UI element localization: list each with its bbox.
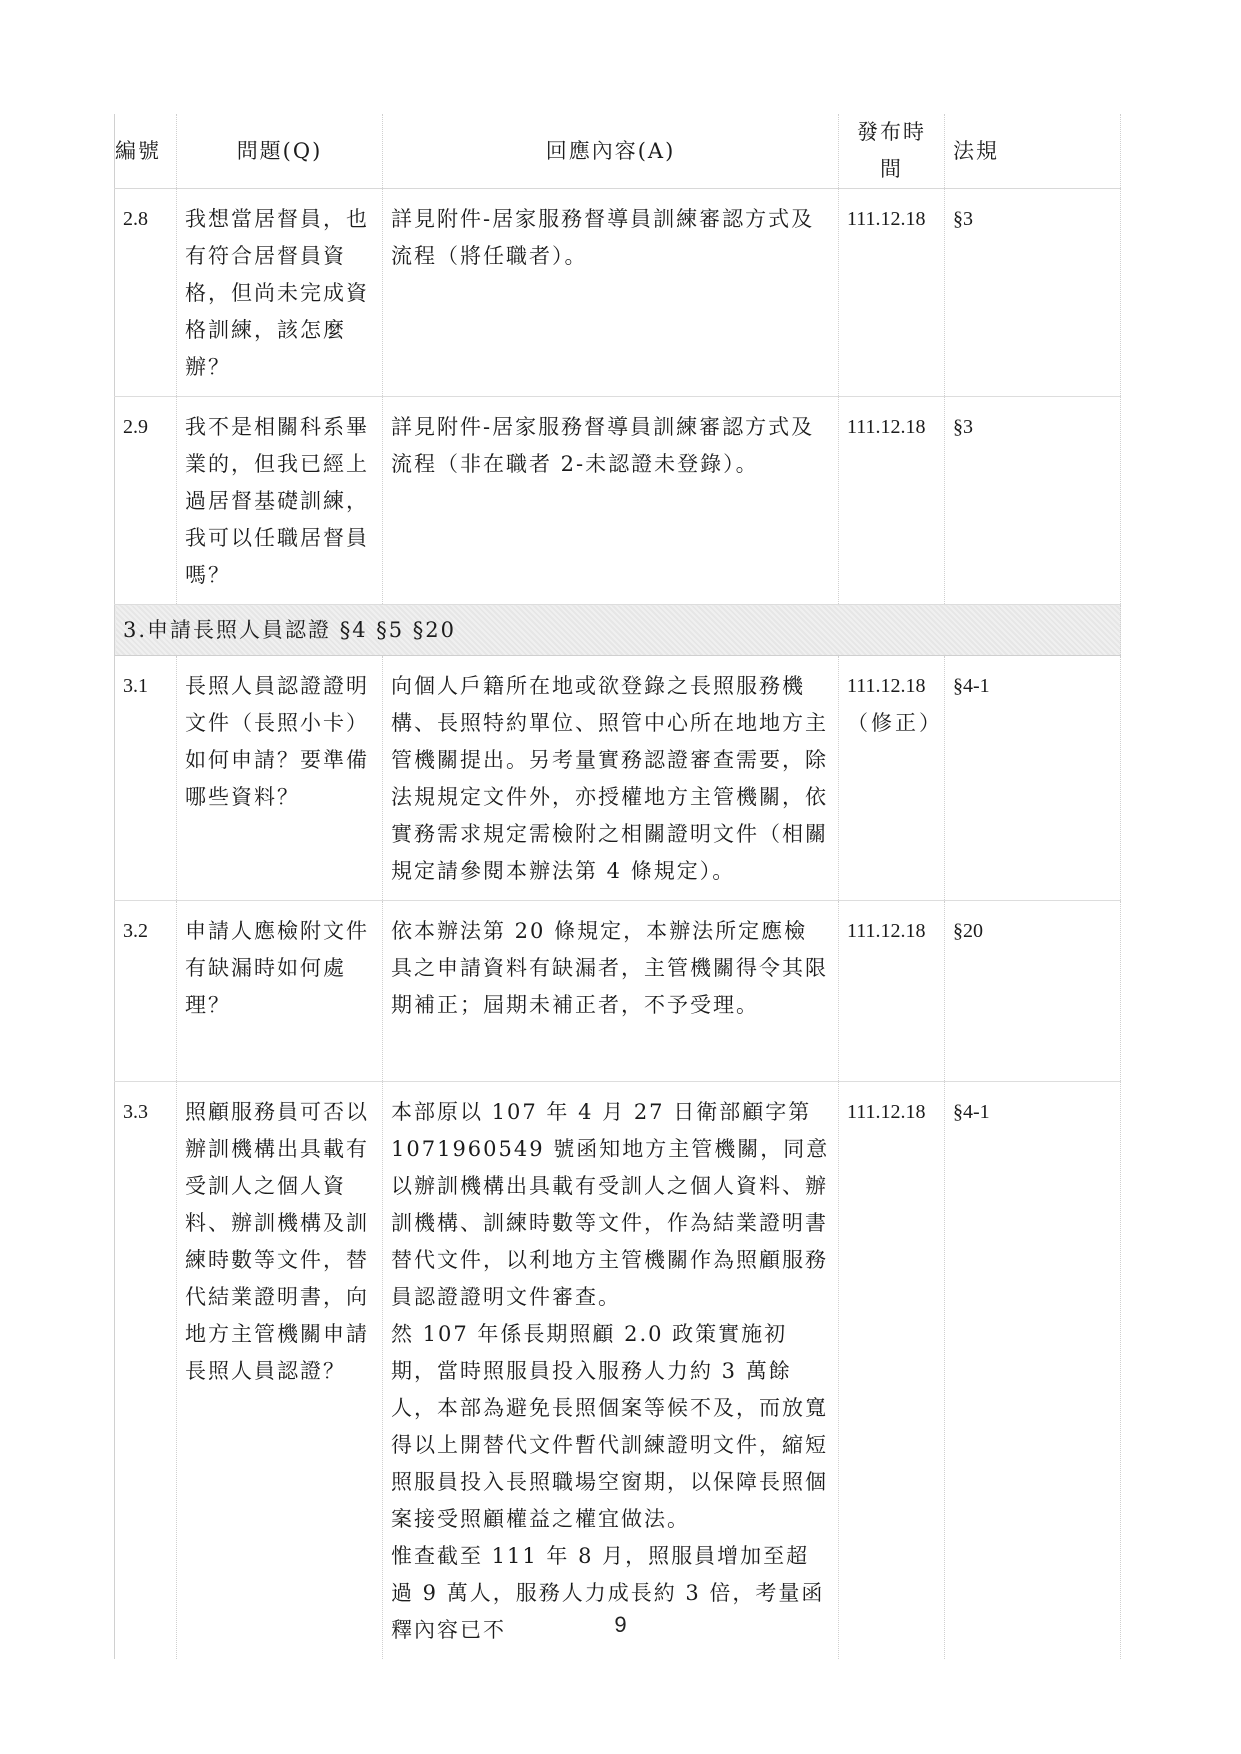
row-date (839, 656, 945, 901)
page-number: 9 (614, 1612, 627, 1637)
row-date: 111.12.18 (839, 1082, 945, 1660)
header-law: 法規 (945, 114, 1121, 189)
table-row (115, 397, 1121, 605)
header-question: 問題(Q) (177, 114, 383, 189)
answer-paragraph-3: 惟查截至 111 年 8 月，照服員增加至超過 9 萬人，服務人力成長約 3 倍，考量函釋內容已不 (391, 1544, 825, 1642)
row-id: 2.8 (115, 189, 177, 397)
row-date-value: 111.12.18 (847, 675, 926, 697)
section-row (115, 605, 1121, 656)
row-law: §3 (945, 189, 1121, 397)
row-answer: 詳見附件-居家服務督導員訓練審認方式及流程（非在職者 2-未認證未登錄）。 (383, 397, 839, 605)
row-date: 111.12.18 (839, 189, 945, 397)
row-date-note: （修正） (847, 711, 943, 735)
row-id: 3.3 (115, 1082, 177, 1660)
row-date: 111.12.18 (839, 901, 945, 1082)
row-question: 照顧服務員可否以辦訓機構出具載有受訓人之個人資料、辦訓機構及訓練時數等文件，替代結業證明書，向地方主管機關申請長照人員認證？ (177, 1082, 383, 1660)
row-question: 長照人員認證證明文件（長照小卡）如何申請？要準備哪些資料？ (177, 656, 383, 901)
row-id: 3.1 (115, 656, 177, 901)
answer-paragraph-1: 本部原以 107 年 4 月 27 日衛部顧字第 1071960549 號函知地方主管機關，同意以辦訓機構出具載有受訓人之個人資料、辦訓機構、訓練時數等文件，作為結業證明書替代文件，以利地方主管機關作為照顧服務員認證證明文件審查。 (391, 1100, 830, 1309)
row-answer: 詳見附件-居家服務督導員訓練審認方式及流程（將任職者）。 (383, 189, 839, 397)
row-date: 111.12.18 (839, 397, 945, 605)
row-question: 我想當居督員，也有符合居督員資格，但尚未完成資格訓練，該怎麼辦？ (177, 189, 383, 397)
row-answer: 向個人戶籍所在地或欲登錄之長照服務機構、長照特約單位、照管中心所在地地方主管機關提出。另考量實務認證審查需要，除法規規定文件外，亦授權地方主管機關，依實務需求規定需檢附之相關證明文件（相關規定請參閱本辦法第 4 條規定）。 (383, 656, 839, 901)
table-header (115, 114, 1121, 189)
row-law: §4-1 (945, 656, 1121, 901)
row-id: 2.9 (115, 397, 177, 605)
row-question: 我不是相關科系畢業的，但我已經上過居督基礎訓練，我可以任職居督員嗎？ (177, 397, 383, 605)
answer-paragraph-2: 然 107 年係長期照顧 2.0 政策實施初期，當時照服員投入服務人力約 3 萬餘人，本部為避免長照個案等候不及，而放寬得以上開替代文件暫代訓練證明文件，縮短照服員投入長照職場空窗期，以保障長照個案接受照顧權益之權宜做法。 (391, 1322, 828, 1531)
row-answer: 依本辦法第 20 條規定，本辦法所定應檢具之申請資料有缺漏者，主管機關得令其限期補正；屆期未補正者，不予受理。 (383, 901, 839, 1082)
header-id: 編號 (115, 114, 177, 189)
table-row (115, 189, 1121, 397)
row-law: §4-1 (945, 1082, 1121, 1660)
faq-table (114, 114, 1121, 1659)
row-law: §20 (945, 901, 1121, 1082)
row-id: 3.2 (115, 901, 177, 1082)
header-answer: 回應內容(A) (383, 114, 839, 189)
table-row (115, 656, 1121, 901)
row-answer (383, 1082, 839, 1660)
row-law: §3 (945, 397, 1121, 605)
row-question: 申請人應檢附文件有缺漏時如何處理？ (177, 901, 383, 1082)
table-row (115, 901, 1121, 1082)
header-date: 發布時間 (839, 114, 945, 189)
section-title: 3.申請長照人員認證 §4 §5 §20 (115, 605, 1121, 656)
table-row (115, 1082, 1121, 1660)
